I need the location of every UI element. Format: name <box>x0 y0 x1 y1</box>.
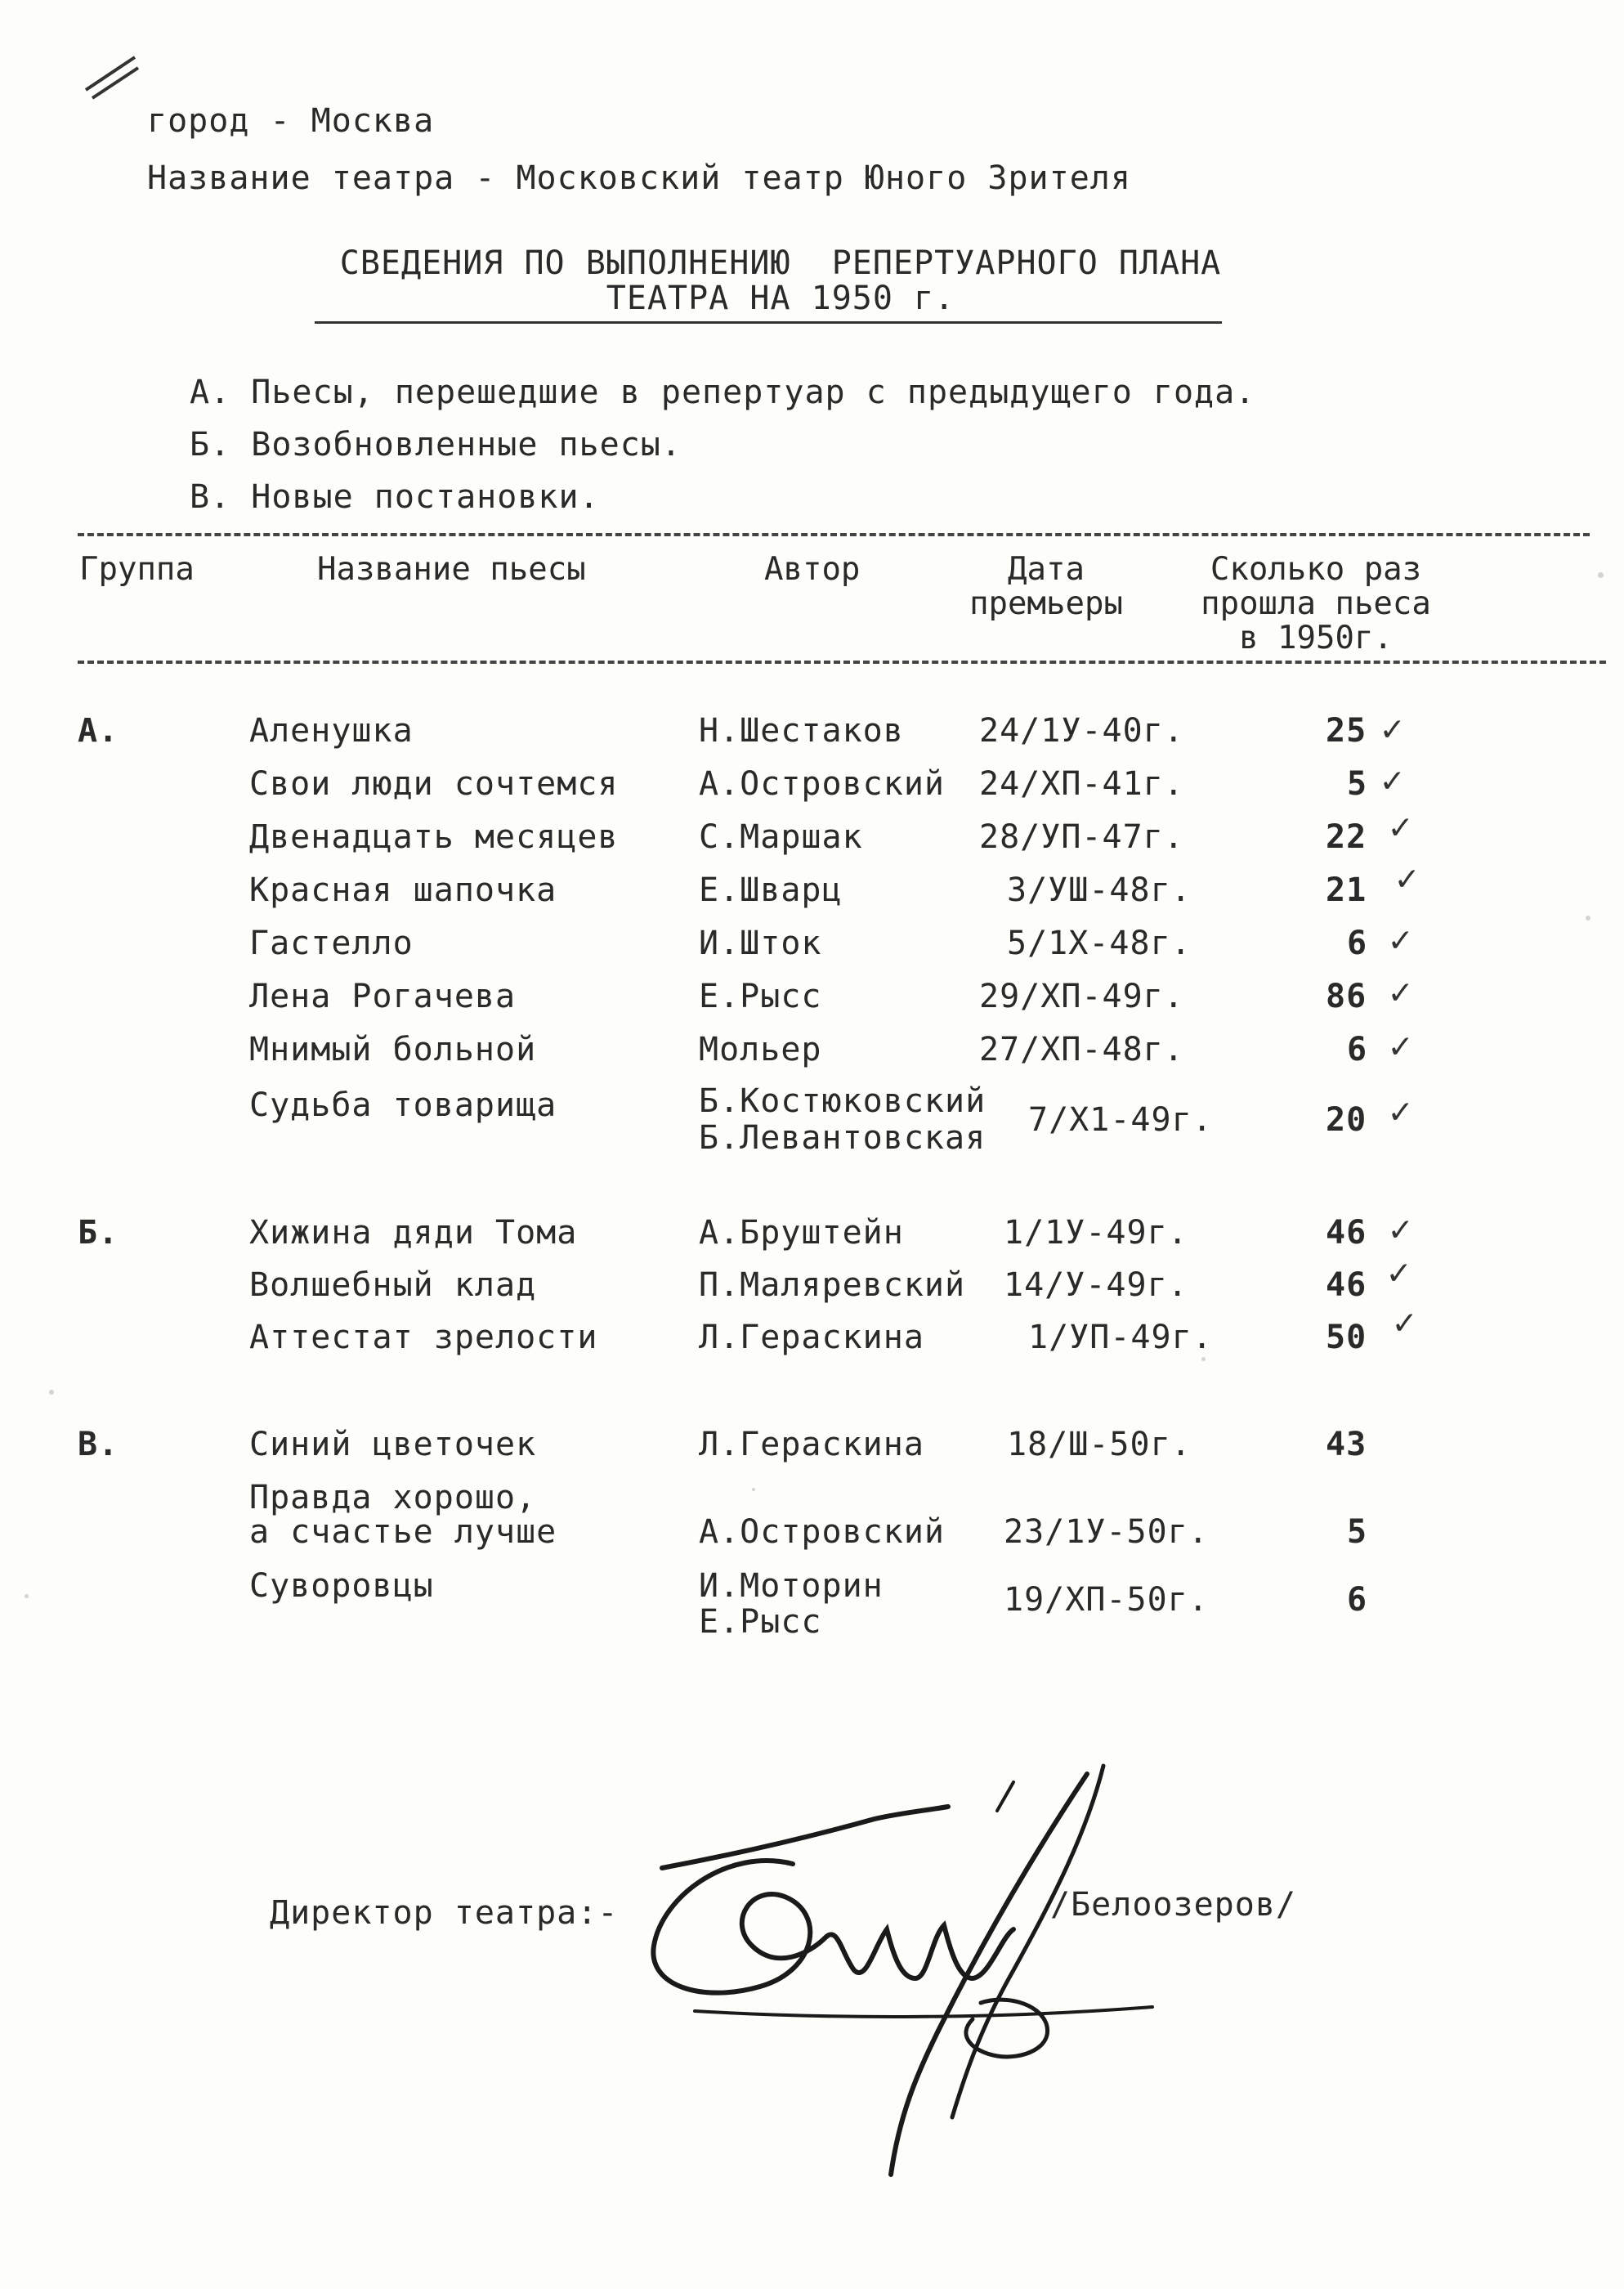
premiere-date: 1/УП-49г. <box>1028 1319 1213 1356</box>
author-name: Мольер <box>699 1031 822 1068</box>
performance-count: 5 <box>1347 765 1368 803</box>
performance-count: 6 <box>1347 925 1368 962</box>
premiere-date: 1/1У-49г. <box>1004 1214 1188 1252</box>
performance-count: 46 <box>1326 1214 1367 1252</box>
col-count-l3: в 1950г. <box>1239 620 1393 656</box>
author-name: И.Моторин <box>699 1567 884 1605</box>
play-title: Волшебный клад <box>249 1266 537 1304</box>
check-mark-icon: ✓ <box>1394 1301 1416 1343</box>
performance-count: 20 <box>1326 1101 1367 1139</box>
play-title: Свои люди сочтемся <box>249 765 619 803</box>
author-name: А.Островский <box>699 765 945 803</box>
premiere-date: 3/УШ-48г. <box>1007 871 1192 909</box>
check-mark-icon: ✓ <box>1389 1025 1411 1067</box>
author-name: Л.Гераскина <box>699 1426 924 1463</box>
col-author: Автор <box>764 551 861 588</box>
play-title: Гастелло <box>249 925 414 962</box>
title-underline <box>315 321 1222 324</box>
performance-count: 22 <box>1326 818 1367 856</box>
premiere-date: 29/XП-49г. <box>979 978 1184 1015</box>
col-date-l1: Дата <box>1008 551 1085 588</box>
check-mark-icon: ✓ <box>1388 1252 1410 1293</box>
legend-b: Б. Возобновленные пьесы. <box>190 426 682 464</box>
author-name: А.Бруштейн <box>699 1214 904 1252</box>
play-title: Синий цветочек <box>249 1426 537 1463</box>
performance-count: 21 <box>1326 871 1367 909</box>
paper-speck <box>49 1390 54 1395</box>
col-group: Группа <box>79 551 195 588</box>
performance-count: 50 <box>1326 1319 1367 1356</box>
premiere-date: 24/1У-40г. <box>979 712 1184 750</box>
check-mark-icon: ✓ <box>1381 759 1403 801</box>
performance-count: 46 <box>1326 1266 1367 1304</box>
col-play: Название пьесы <box>317 551 586 588</box>
check-mark-icon: ✓ <box>1389 1091 1411 1132</box>
col-count-l1: Сколько раз <box>1210 551 1422 588</box>
check-mark-icon: ✓ <box>1396 858 1418 899</box>
paper-speck <box>752 1488 755 1491</box>
stray-mark-icon <box>78 45 143 102</box>
play-title: Судьба товарища <box>249 1086 557 1124</box>
premiere-date: 14/У-49г. <box>1004 1266 1188 1304</box>
play-title: Правда хорошо, <box>249 1479 537 1516</box>
theatre-line: Название театра - Московский театр Юного Зрителя <box>147 159 1131 197</box>
director-name: /Белоозеров/ <box>1050 1886 1296 1924</box>
legend-v: В. Новые постановки. <box>190 478 600 516</box>
play-title: Лена Рогачева <box>249 978 517 1015</box>
author-name: А.Островский <box>699 1513 945 1551</box>
performance-count: 43 <box>1326 1426 1367 1463</box>
group-label-v: В. <box>78 1426 119 1463</box>
premiere-date: 28/УП-47г. <box>979 818 1184 856</box>
legend-a: А. Пьесы, перешедшие в репертуар с предыдущего года. <box>190 374 1256 411</box>
author-name: П.Маляревский <box>699 1266 966 1304</box>
performance-count: 5 <box>1347 1513 1368 1551</box>
author-name: Б.Костюковский <box>699 1082 986 1120</box>
author-name: Н.Шестаков <box>699 712 904 750</box>
city-line: город - Москва <box>147 102 435 140</box>
col-date-l2: премьеры <box>969 585 1123 622</box>
signature-icon <box>629 1733 1250 2191</box>
premiere-date: 7/X1-49г. <box>1028 1101 1213 1139</box>
group-label-b: Б. <box>78 1214 119 1252</box>
premiere-date: 23/1У-50г. <box>1004 1513 1209 1551</box>
performance-count: 6 <box>1347 1581 1368 1619</box>
check-mark-icon: ✓ <box>1389 806 1411 848</box>
premiere-date: 18/Ш-50г. <box>1007 1426 1192 1463</box>
play-title: Аттестат зрелости <box>249 1319 598 1356</box>
premiere-date: 24/XП-41г. <box>979 765 1184 803</box>
paper-speck <box>25 1594 29 1598</box>
author-name: Е.Шварц <box>699 871 843 909</box>
play-title: Мнимый больной <box>249 1031 537 1068</box>
paper-speck <box>1598 572 1604 578</box>
author-name-2: Е.Рысс <box>699 1603 822 1641</box>
author-name-2: Б.Левантовская <box>699 1119 986 1157</box>
director-label: Директор театра:- <box>270 1894 619 1932</box>
play-title: Хижина дяди Тома <box>249 1214 578 1252</box>
table-top-rule <box>78 533 1590 536</box>
play-title-2: а счастье лучше <box>249 1513 557 1551</box>
author-name: Е.Рысс <box>699 978 822 1015</box>
performance-count: 86 <box>1326 978 1367 1015</box>
author-name: И.Шток <box>699 925 822 962</box>
play-title: Двенадцать месяцев <box>249 818 619 856</box>
premiere-date: 19/XП-50г. <box>1004 1581 1209 1619</box>
group-label-a: А. <box>78 712 119 750</box>
play-title: Аленушка <box>249 712 414 750</box>
doc-title-line2: ТЕАТРА НА 1950 г. <box>606 280 955 317</box>
check-mark-icon: ✓ <box>1389 919 1411 961</box>
paper-speck <box>1586 916 1590 921</box>
check-mark-icon: ✓ <box>1389 971 1411 1013</box>
premiere-date: 27/XП-48г. <box>979 1031 1184 1068</box>
premiere-date: 5/1X-48г. <box>1007 925 1192 962</box>
col-count-l2: прошла пьеса <box>1201 585 1431 622</box>
performance-count: 6 <box>1347 1031 1368 1068</box>
play-title: Суворовцы <box>249 1567 434 1605</box>
paper-speck <box>1201 1357 1206 1361</box>
check-mark-icon: ✓ <box>1381 708 1403 750</box>
table-header-rule <box>78 661 1606 664</box>
author-name: Л.Гераскина <box>699 1319 924 1356</box>
author-name: С.Маршак <box>699 818 863 856</box>
check-mark-icon: ✓ <box>1389 1208 1411 1250</box>
play-title: Красная шапочка <box>249 871 557 909</box>
performance-count: 25 <box>1326 712 1367 750</box>
doc-title-line1: СВЕДЕНИЯ ПО ВЫПОЛНЕНИЮ РЕПЕРТУАРНОГО ПЛАНА <box>339 244 1222 282</box>
